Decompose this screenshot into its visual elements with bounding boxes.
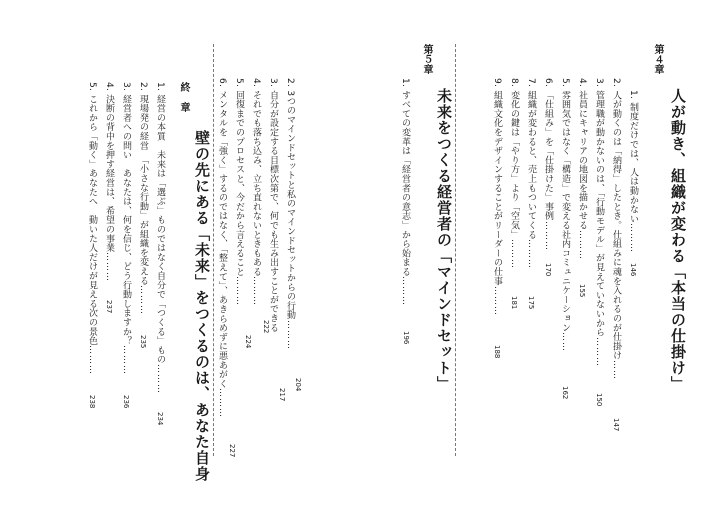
toc-item: 8. 変化の鍵は「やり方」より「空気」……… <box>509 78 519 270</box>
leader-dots: ……… <box>138 285 148 316</box>
page-number: 150 <box>595 393 603 407</box>
leader-dots: ……… <box>87 345 97 376</box>
page-number: 175 <box>527 296 535 310</box>
toc-item: 9. 組織文化をデザインすることがリーダーの仕事……… <box>492 78 502 316</box>
toc-item: 2. 人が動くのは「納得」したとき。仕組みに魂を入れるのが仕掛け…… <box>611 78 621 381</box>
leader-dots: ……… <box>526 239 536 270</box>
page-number: 155 <box>578 284 586 298</box>
leader-dots: ……… <box>104 252 114 283</box>
page-number: 237 <box>105 300 113 314</box>
toc-item: 5. 雰囲気ではなく「構造」で変える社内コミュニケーション…… <box>560 78 570 353</box>
page-number: 162 <box>561 386 569 400</box>
toc-item: 3. 経営者への問い あなたは、何を信じ、どう行動しますか？……… <box>121 82 131 376</box>
toc-item: 6. メンタルを「強く」するのではなく、「整えて」、あきらめずに悪あがく……… <box>217 78 227 419</box>
chapter-title: 人が動き、組織が変わる「本当の仕掛け」 <box>669 88 687 392</box>
chapter-separator <box>455 44 456 456</box>
page-number: 196 <box>402 331 410 345</box>
toc-item: 4. 決断の背中を押す経営は、希望の事業……… <box>104 82 114 283</box>
chapter-heading: 第４章 <box>652 44 663 74</box>
page-number: 181 <box>510 296 518 310</box>
leader-dots: ……… <box>492 285 502 316</box>
page-number: 222 <box>262 320 270 334</box>
toc-item: 3. 管理職が動かないのは、「行動モデル」が見えていないから……… <box>594 78 604 367</box>
toc-item: 2. 現場発の経営 「小さな行動」が組織を変える……… <box>138 82 148 316</box>
page-number: 204 <box>294 378 302 392</box>
leader-dots: ……… <box>155 364 165 395</box>
leader-dots: ……… <box>543 220 553 251</box>
leader-dots: ……… <box>594 336 604 367</box>
page-number: 238 <box>88 395 96 409</box>
toc-item: 1. 経営の本質 未来は「選ぶ」ものではなく自分で「つくる」もの……… <box>155 82 165 395</box>
toc-item: 5. これから「動く」あなたへ 動いた人だけが見える次の景色……… <box>87 82 97 376</box>
leader-dots: ……… <box>251 276 261 307</box>
leader-dots: ……… <box>234 276 244 307</box>
chapter-title: 壁の先にある「未来」をつくるのは、あなた自身 <box>193 130 211 482</box>
leader-dots: ……… <box>509 239 519 270</box>
chapter-title: 未来をつくる経営者の「マインドセット」 <box>435 88 453 392</box>
toc-item: 5. 回復までのプロセスと、今だから言えること……… <box>234 78 244 307</box>
page-number: 146 <box>629 263 637 277</box>
leader-dots: ……… <box>400 276 410 307</box>
page-number: 188 <box>493 345 501 359</box>
leader-dots: ……… <box>577 229 587 260</box>
page-number: 236 <box>122 395 130 409</box>
toc-item: 4. それでも落ち込み、立ち直れないときもある……… <box>251 78 261 307</box>
page-number: 234 <box>156 412 164 426</box>
leader-dots: ……… <box>217 388 227 419</box>
toc-item: 4. 社員にキャリアの地図を描かせる……… <box>577 78 587 260</box>
toc-item: 1. すべての変革は「経営者の意志」から始まる……… <box>400 78 410 307</box>
toc-item: 6. 「仕組み」を「仕掛けた」事例……… <box>543 78 553 251</box>
chapter-heading: 第５章 <box>421 44 432 74</box>
page-number: 170 <box>544 263 552 277</box>
leader-dots: ……… <box>285 319 295 350</box>
toc-item: 2. 3つのマインドセットと私のマインドセットからの行動……… <box>285 78 295 350</box>
page-number: 217 <box>278 388 286 402</box>
page-number: 227 <box>228 444 236 458</box>
leader-dots: ……… <box>628 223 638 254</box>
leader-dots: …… <box>611 360 621 381</box>
page-number: 147 <box>612 418 620 432</box>
page-number: 224 <box>244 335 252 349</box>
page-number: 235 <box>139 335 147 349</box>
leader-dots: …… <box>560 332 570 353</box>
toc-item: 7. 組織が変わると、売上もついてくる……… <box>526 78 536 270</box>
toc-item: 3. 自分が設定する目標次第で、何でも生み出すことができる <box>268 78 278 333</box>
chapter-heading: 終 章 <box>178 82 189 112</box>
leader-dots: ……… <box>121 345 131 376</box>
chapter-separator <box>213 44 214 456</box>
toc-item: 1. 制度だけでは、人は動かない……… <box>628 90 638 254</box>
